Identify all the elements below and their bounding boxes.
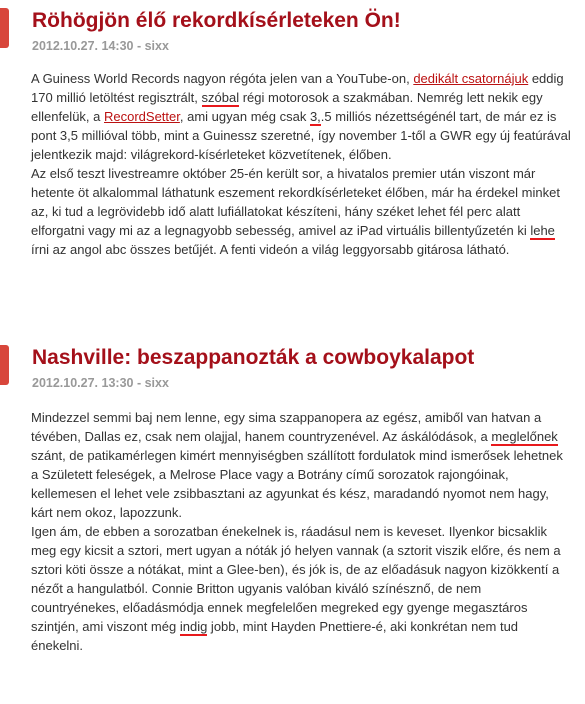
text-segment: írni az angol abc összes betűjét. A fenti videón a világ leggyorsabb gitárosa látható. (31, 242, 510, 257)
post-title-link[interactable]: Röhögjön élő rekordkísérleteken Ön! (32, 9, 401, 32)
text-segment: .5 milliós nézettségénél tart, de már ez is pont 3,5 millióval több, mint a Guinessz szeretné, így november 1-től a GWR egy új featúrával jelentkezik majd: világrekord-kísérleteket közvetítenek, élőben. (31, 109, 571, 162)
blog-post (0, 345, 585, 655)
text-segment: Igen ám, de ebben a sorozatban énekelnek is, ráadásul nem is keveset. Ilyenkor bicsaklik meg egy kicsit a sztori, mert ugyan a nóták jó helyen vannak (a sztorit viszik előre, és nem a sztori köti össze a nótákat, mint a Glee-ben), és jók is, de az előadásuk nagyon kizökkentí a nézőt a hangulatból. Connie Britton ugyanis valóban kiváló színésznő, de nem countryénekes, előadásmódja ennek megfelelően megreked egy gyenge megasztáros szintjén, ami viszont még (31, 524, 561, 634)
typo-marked-word: indig (179, 619, 208, 634)
post-title-link[interactable]: Nashville: beszappanozták a cowboykalapot (32, 346, 475, 369)
recordsetter-link[interactable]: RecordSetter (104, 109, 180, 124)
text-segment: Az első teszt livestreamre október 25-én került sor, a hivatalos premier után viszont már hetente öt alkalommal láthatunk eszement rekordkísérleteket élőben, már ha érdekel minket az, ki tud a legrövidebb idő alatt lufiállatokat készíteni, hány széket lehet fél perc alatt elforgatni vagy mi az a legnagyobb sebesség, amivel az iPad virtuális billentyűzetén ki (31, 166, 560, 238)
text-segment: Mindezzel semmi baj nem lenne, egy sima szappanopera az egész, amiből van hatvan a tévében, Dallas ez, csak nem olajjal, hanem countryzenével. Az áskálódások, a (31, 410, 542, 444)
post-meta: 2012.10.27. 13:30 - sixx (32, 376, 169, 390)
text-segment: eddig 170 millió letöltést regisztrált, (31, 71, 564, 105)
text-segment: jobb, mint Hayden Pnettiere-é, aki konkrétan nem tud énekelni. (31, 619, 519, 653)
text-segment: A Guiness World Records nagyon régóta jelen van a YouTube-on, (31, 71, 414, 86)
post-accent-bar (0, 8, 9, 48)
paragraph (31, 522, 571, 655)
typo-marked-word: meglelőnek (491, 429, 558, 444)
text-segment: régi motorosok a szakmában. Nemrég lett nekik egy ellenfelük, a (31, 90, 543, 124)
text-segment: , ami ugyan még csak (179, 109, 310, 124)
typo-marked-word: 3, (309, 109, 321, 124)
post-meta: 2012.10.27. 14:30 - sixx (32, 39, 169, 53)
dedicated-channel-link[interactable]: dedikált csatornájuk (413, 71, 529, 86)
post-accent-bar (0, 345, 9, 385)
text-segment: szánt, de patikamérlegen kimért mennyiségben szállított fordulatok mind ismerősek lehetnek a Született feleségek, a Melrose Place vagy a Botrány című sorozatok rajongóinak, kellemesen el lehet vele zsibbasztani az agyunkat és kész, maradandó nyomot nem hagy, kárt nem okoz, lapozzunk. (31, 448, 563, 520)
paragraph (31, 69, 571, 164)
post-body (31, 408, 571, 655)
paragraph (31, 408, 571, 522)
paragraph (31, 164, 571, 259)
post-body (31, 69, 571, 259)
typo-marked-word: lehe (530, 223, 555, 238)
blog-post (0, 8, 585, 259)
typo-marked-word: szóbal (201, 90, 240, 105)
